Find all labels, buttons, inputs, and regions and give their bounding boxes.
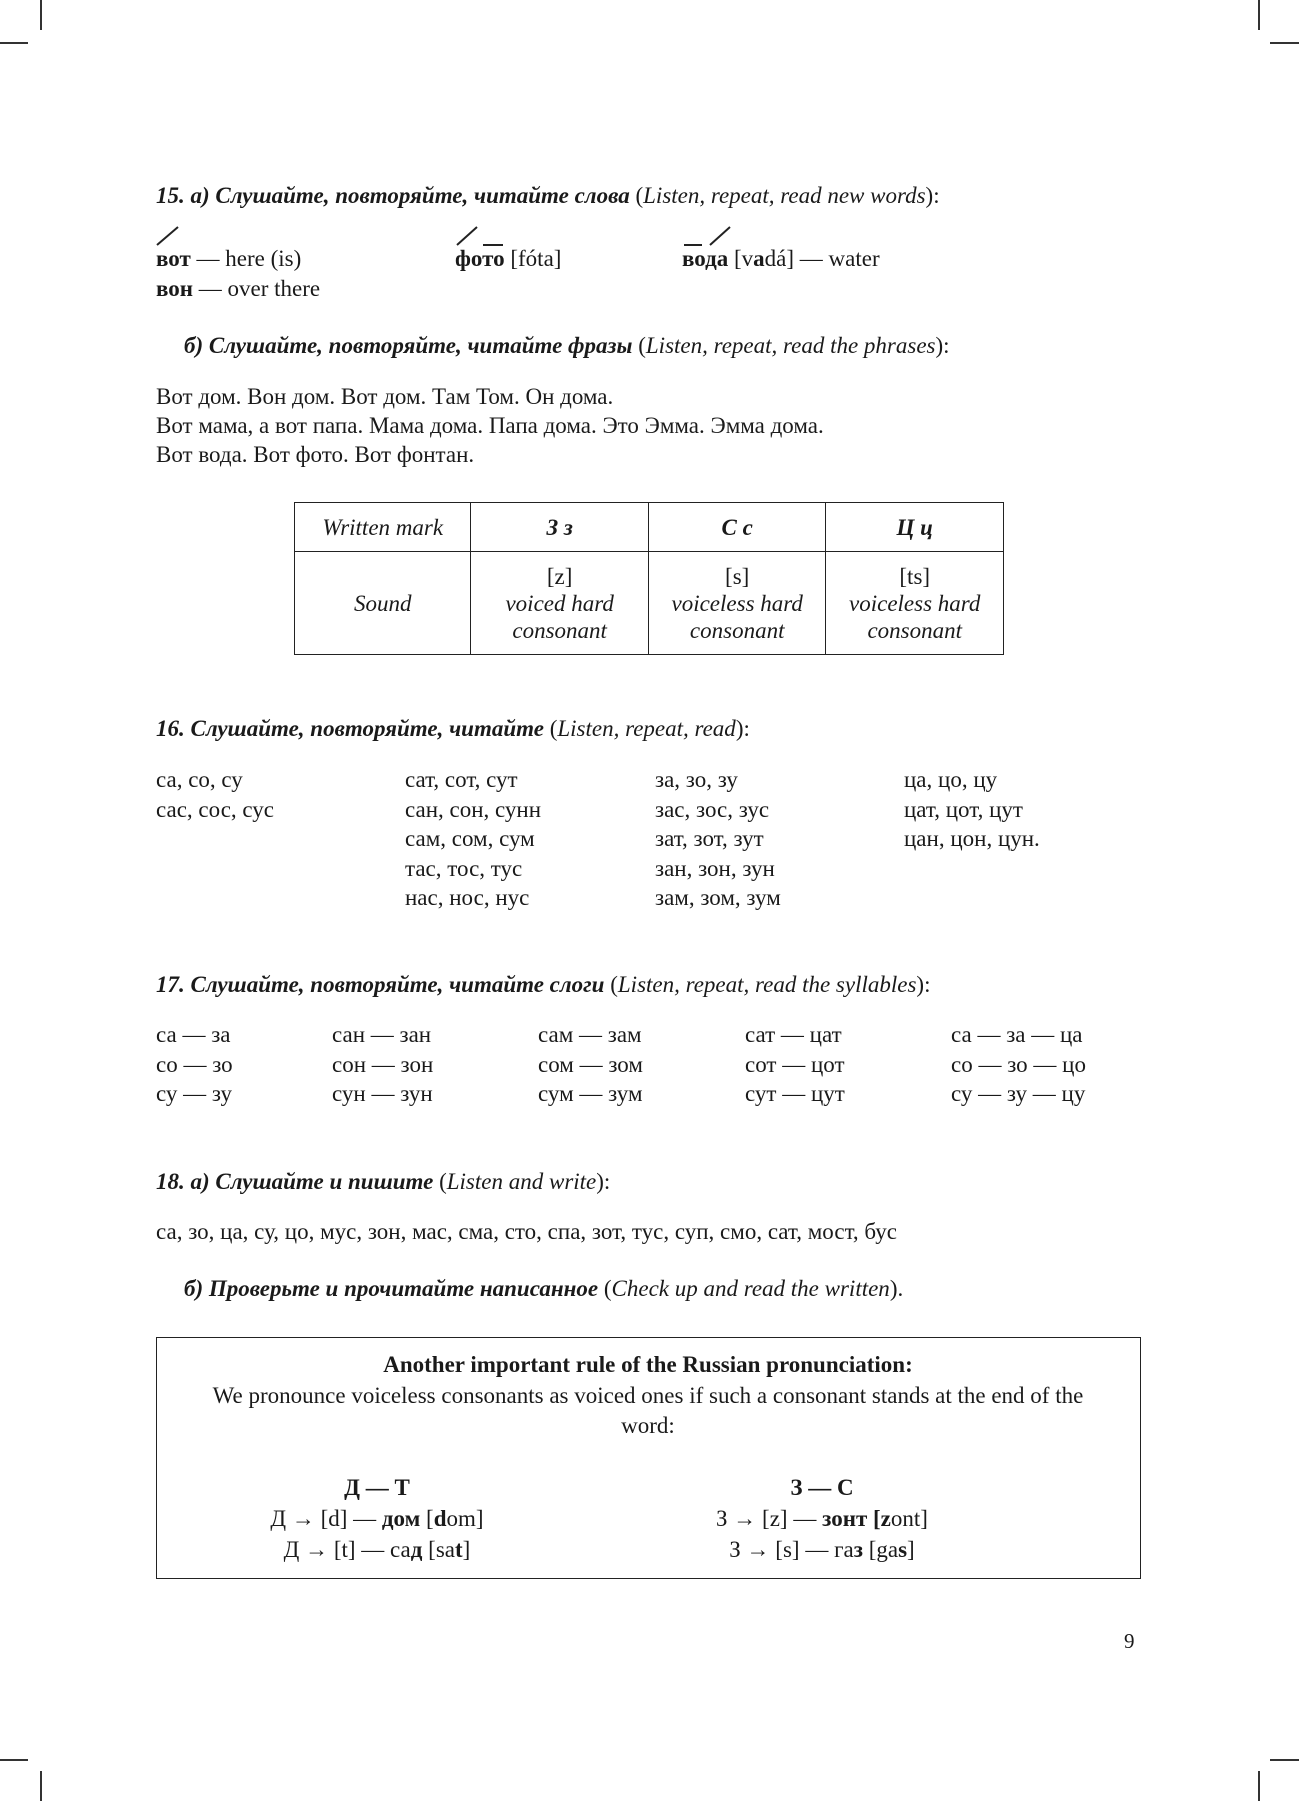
list-item: сас, сос, сус xyxy=(156,796,275,822)
rule-left-column xyxy=(267,1472,487,1565)
syllable-column xyxy=(332,1020,433,1109)
rule-text: word: xyxy=(621,1413,675,1438)
syllable-column xyxy=(156,1020,233,1109)
phrase-line: Вот мама, а вот папа. Мама дома. Папа дома. Это Эмма. Эмма дома. xyxy=(156,413,824,438)
list-item: са — за — ца xyxy=(951,1022,1083,1047)
stress-mark-voda-accent xyxy=(710,227,730,245)
syllable-column xyxy=(904,765,1040,854)
list-item: су — зу xyxy=(156,1081,233,1106)
list-item: са, со, су xyxy=(156,767,243,792)
list-item: сун — зун xyxy=(332,1081,433,1106)
list-item: зат, зот, зут xyxy=(655,826,764,851)
list-item: сан, сон, сунн xyxy=(405,796,542,822)
list-item: сам, сом, сум xyxy=(405,826,535,851)
table-cell: Ц ц xyxy=(826,503,1004,552)
list-item: зан, зон, зун xyxy=(655,855,775,881)
word-foto: фото [fóta] xyxy=(455,246,562,271)
table-row xyxy=(295,503,1004,552)
rule-example: Д → [d] — дом [dom] xyxy=(270,1506,484,1531)
list-item: зам, зом, зум xyxy=(655,885,781,910)
word-vot: вот — here (is) xyxy=(156,246,302,271)
crop-mark xyxy=(1270,1759,1299,1761)
list-item: сом — зом xyxy=(538,1051,643,1077)
table-cell: [ts] voiceless hard consonant xyxy=(826,552,1004,655)
crop-mark xyxy=(40,1771,42,1801)
syllable-column xyxy=(951,1020,1086,1109)
syllable-column xyxy=(405,765,541,913)
crop-mark xyxy=(0,42,28,44)
list-item: ца, цо, цу xyxy=(904,767,998,792)
list-item: зас, зос, зус xyxy=(655,796,770,822)
table-cell: [s] voiceless hard consonant xyxy=(648,552,826,655)
rule-text: We pronounce voiceless consonants as voiced ones if such a consonant stands at the end of the xyxy=(212,1383,1084,1408)
rule-right-heading: З — С xyxy=(790,1475,854,1500)
exercise-16-heading: 16. Слушайте, повторяйте, читайте (Listen, repeat, read): xyxy=(156,716,750,741)
list-item: цан, цон, цун. xyxy=(904,826,1040,851)
syllable-column xyxy=(745,1020,845,1109)
list-item: цат, цот, цут xyxy=(904,796,1023,822)
crop-mark xyxy=(1270,42,1299,44)
list-item: сат, сот, сут xyxy=(405,767,518,792)
rule-left-heading: Д — Т xyxy=(344,1475,410,1500)
sound-table xyxy=(294,502,1004,655)
list-item: сам — зам xyxy=(538,1022,642,1047)
list-item: сат — цат xyxy=(745,1022,842,1047)
rule-example: З → [s] — газ [gas] xyxy=(729,1537,915,1562)
rule-example: З → [z] — зонт [zont] xyxy=(716,1506,928,1531)
table-cell: [z] voiced hard consonant xyxy=(471,552,649,655)
rule-box xyxy=(156,1337,1141,1579)
list-item: сот — цот xyxy=(745,1051,845,1077)
exercise-15b-heading: б) Слушайте, повторяйте, читайте фразы (Listen, repeat, read the phrases): xyxy=(184,333,950,358)
word-von: вон — over there xyxy=(156,276,321,301)
list-item: нас, нос, нус xyxy=(405,885,530,910)
exercise-15-heading: 15. а) Слушайте, повторяйте, читайте слова (Listen, repeat, read new words): xyxy=(156,183,940,208)
crop-mark xyxy=(40,0,42,30)
rule-title: Another important rule of the Russian pronunciation: xyxy=(383,1352,913,1377)
table-cell: З з xyxy=(471,503,649,552)
stress-mark-foto-accent xyxy=(457,227,477,245)
table-cell: С с xyxy=(648,503,826,552)
list-item: за, зо, зу xyxy=(655,767,738,792)
list-item: сут — цут xyxy=(745,1081,845,1106)
list-item: тас, тос, тус xyxy=(405,855,523,881)
rule-right-column xyxy=(707,1472,937,1565)
word-voda: вода [vadá] — water xyxy=(682,246,880,271)
syllable-column xyxy=(538,1020,643,1109)
list-item: сан — зан xyxy=(332,1022,432,1047)
list-item: сум — зум xyxy=(538,1081,643,1106)
phrase-line: Вот вода. Вот фото. Вот фонтан. xyxy=(156,442,475,467)
exercise-18-heading: 18. а) Слушайте и пишите (Listen and write): xyxy=(156,1169,611,1194)
list-item: со — зо — цо xyxy=(951,1051,1086,1077)
syllable-column xyxy=(655,765,781,913)
stress-mark-vot xyxy=(157,227,178,245)
syllable-column xyxy=(156,765,274,824)
list-item: су — зу — цу xyxy=(951,1081,1086,1106)
exercise-17-heading: 17. Слушайте, повторяйте, читайте слоги (Listen, repeat, read the syllables): xyxy=(156,972,931,997)
exercise-18b-heading: б) Проверьте и прочитайте написанное (Check up and read the written). xyxy=(184,1276,904,1301)
table-row xyxy=(295,552,1004,655)
rule-example: Д → [t] — сад [sat] xyxy=(283,1537,471,1562)
table-cell: Sound xyxy=(295,552,471,655)
dictation-line: са, зо, ца, су, цо, мус, зон, мас, сма, сто, спа, зот, тус, суп, смо, сат, мост, бус xyxy=(156,1219,897,1244)
phrase-line: Вот дом. Вон дом. Вот дом. Там Том. Он дома. xyxy=(156,384,614,409)
crop-mark xyxy=(1258,0,1260,30)
list-item: со — зо xyxy=(156,1051,233,1077)
list-item: сон — зон xyxy=(332,1051,434,1077)
heading-bold: 15. а) Слушайте, повторяйте, читайте слова xyxy=(156,183,630,208)
crop-mark xyxy=(1258,1771,1260,1801)
table-cell: Written mark xyxy=(295,503,471,552)
list-item: са — за xyxy=(156,1022,231,1047)
page-number: 9 xyxy=(1124,1629,1135,1653)
crop-mark xyxy=(0,1759,28,1761)
heading-italic: Listen, repeat, read new words xyxy=(643,183,926,208)
